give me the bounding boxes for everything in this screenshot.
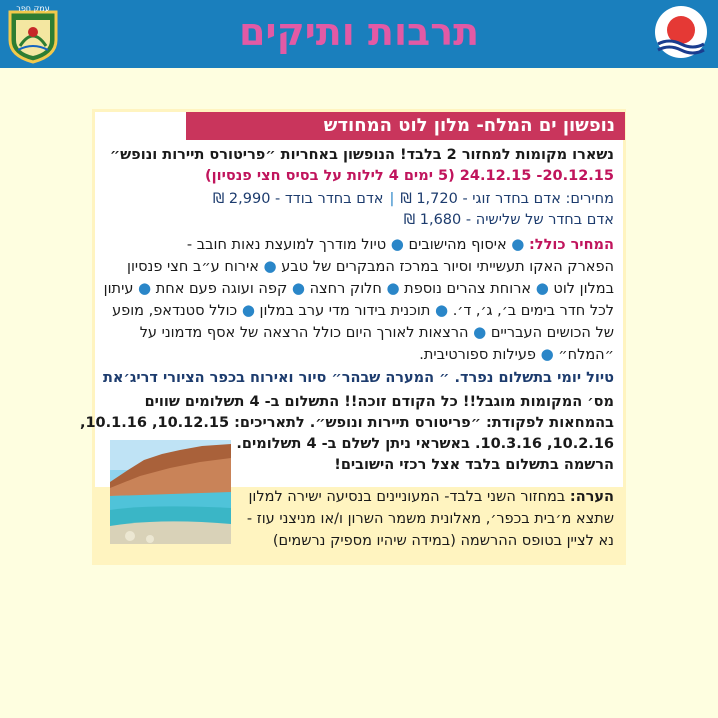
bullet-icon: ● [535, 279, 549, 297]
payment-line-3: 10.2.16, 10.3.16. באשראי ניתן לשלם ב- 4 תשלומים. [236, 436, 614, 452]
payment-line-2: בהמחאות לפקודת: ״פריטורס תיירות ונופש״. לתאריכים: 10.12.15, 10.1.16, [79, 415, 614, 431]
trip-headline: נופשון ים המלח- מלון לוט המחודש [186, 112, 625, 140]
include-item: טיול מודרך למועצת נאות חובב - [186, 237, 387, 253]
community-center-logo-icon [650, 4, 712, 66]
note-line-1 [219, 486, 614, 508]
include-item: אירוח ע״ב חצי פנסיון [127, 259, 259, 275]
include-item: לכל חדר בימים ב׳, ג׳, ד׳. [452, 303, 614, 319]
include-item: כולל סטנדאפ, מופע [112, 303, 238, 319]
bullet-icon: ● [511, 235, 525, 253]
note-line-3: נא לציין בטופס ההרשמה (במידה שיהיו מספיק נרשמים) [272, 533, 614, 549]
day-trip-line: טיול יומי בתשלום נפרד. ״ המערה שבהר״ סיור ואירוח בכפר הציורי דריג׳את [103, 370, 614, 386]
price-single: אדם בחדר בודד - 2,990 ₪ [212, 191, 384, 207]
include-item: במלון לוט [553, 281, 614, 297]
price-triple: אדם בחדר של שלישיה - 1,680 ₪ [403, 212, 614, 228]
include-item: ״המלח״ [558, 347, 614, 363]
bullet-icon: ● [138, 279, 152, 297]
bullet-icon: ● [473, 323, 487, 341]
dates-line: 20.12.15- 24.12.15 (5 ימים 4 לילות על בסיס חצי פנסיון) [204, 168, 614, 184]
includes-line-6 [94, 344, 614, 366]
prices-line: מחירים: אדם בחדר זוגי - 1,720 ₪|אדם בחדר בודד - 2,990 ₪ [212, 191, 614, 207]
include-item: ארוחת צהרים נוספת [404, 281, 532, 297]
include-item: קפה ועוגה פעם אחת [155, 281, 288, 297]
prices-label: מחירים: [565, 191, 614, 207]
council-name: עמק חפר [16, 4, 50, 13]
includes-line-3 [94, 278, 614, 300]
bullet-icon: ● [386, 279, 400, 297]
bullet-icon: ● [291, 279, 305, 297]
include-item: תוכנית בידור מדי ערב במלון [259, 303, 431, 319]
payment-line-1: מס׳ המקומות מוגבל!! כל הקודם זוכה!! התשלום ב- 4 תשלומים שווים [144, 394, 614, 410]
intro-line: נשארו מקומות למחזור 2 בלבד! הנופשון באחריות ״פריטורס תיירות ונופש״ [109, 147, 614, 163]
include-item: איסוף מהישובים [408, 237, 507, 253]
bullet-icon: ● [540, 345, 554, 363]
bullet-icon: ● [263, 257, 277, 275]
includes-line-1 [94, 234, 614, 256]
includes-line-2 [94, 256, 614, 278]
registration-line: הרשמה בתשלום בלבד אצל רכזי הישובים! [334, 457, 614, 473]
include-item: פעילות ספורטיבית. [419, 347, 536, 363]
include-item: עיתון [103, 281, 134, 297]
note-text: במחזור השני בלבד- המעוניינים בנסיעה ישירה למלון [248, 489, 566, 505]
top-banner [0, 0, 718, 68]
include-item: חלוק רחצה [309, 281, 382, 297]
include-item: הפארק האקו תעשייתי וסיור במרכז המבקרים של טבע [281, 259, 614, 275]
bullet-icon: ● [390, 235, 404, 253]
bullet-icon: ● [241, 301, 255, 319]
includes-line-5 [94, 322, 614, 344]
include-item: של הכושים העבריים [490, 325, 614, 341]
includes-line-4 [94, 300, 614, 322]
includes-label: המחיר כולל: [529, 237, 614, 253]
dead-sea-photo [110, 440, 231, 544]
page-title: תרבות ותיקים [238, 10, 480, 54]
bullet-icon: ● [435, 301, 449, 319]
price-couple: אדם בחדר זוגי - 1,720 ₪ [400, 191, 561, 207]
include-item: הרצאות לאורך היום כולל הרצאה של אסף מדמוני על [139, 325, 469, 341]
note-label: הערה: [569, 489, 614, 505]
note-line-2: שתצא מ׳בית בכפר׳, מאלונית משמר השרון ו/או מניצני עוז - [246, 511, 614, 527]
